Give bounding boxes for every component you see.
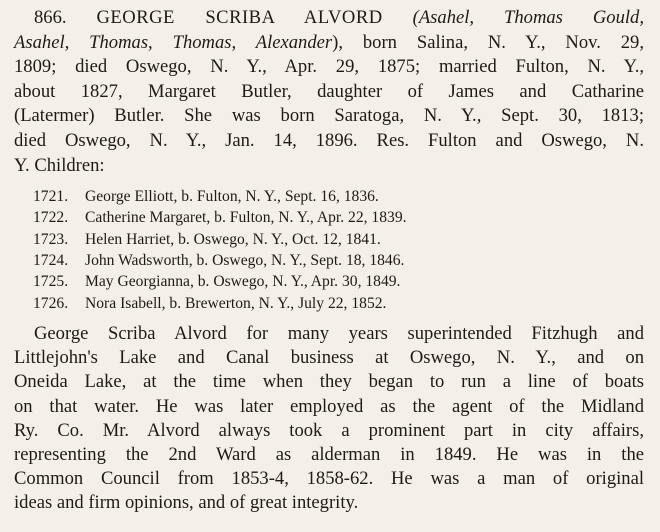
child-text: May Georgianna, b. Oswego, N. Y., Apr. 30, 1849.	[85, 273, 401, 291]
entry-lineage-part-2: Asahel, Thomas, Thomas, Alexander	[14, 31, 333, 53]
entry-name: GEORGE SCRIBA ALVORD	[96, 7, 383, 28]
entry-number: 866.	[34, 7, 67, 28]
entry-line-2	[14, 31, 644, 56]
child-item	[33, 229, 644, 250]
child-number: 1725.	[33, 273, 69, 291]
genealogy-entry	[14, 6, 644, 178]
child-text: John Wadsworth, b. Oswego, N. Y., Sept. 18, 1846.	[85, 252, 405, 270]
biography-line: representing the 2nd Ward as alderman in 1849. He was in the	[14, 443, 644, 465]
biography-line: ideas and firm opinions, and of great integrity.	[14, 492, 359, 514]
entry-line-7: Y. Children:	[14, 154, 105, 176]
biography-line: Common Council from 1853-4, 1858-62. He was a man of original	[14, 468, 644, 490]
child-item	[33, 207, 644, 228]
child-text: Helen Harriet, b. Oswego, N. Y., Oct. 12, 1841.	[85, 230, 381, 248]
biography-paragraph	[14, 322, 644, 516]
child-text: Catherine Margaret, b. Fulton, N. Y., Apr. 22, 1839.	[85, 209, 407, 227]
biography-line: Ry. Co. Mr. Alvord always took a prominent part in city affairs,	[14, 419, 644, 441]
child-item	[33, 271, 644, 292]
child-number: 1723.	[33, 230, 69, 248]
entry-line-6: died Oswego, N. Y., Jan. 14, 1896. Res. Fulton and Oswego, N.	[14, 129, 644, 151]
child-number: 1722.	[33, 209, 69, 227]
entry-line-5: (Latermer) Butler. She was born Saratoga, N. Y., Sept. 30, 1813;	[14, 105, 644, 127]
entry-line-1	[14, 6, 644, 31]
child-text: George Elliott, b. Fulton, N. Y., Sept. 16, 1836.	[85, 188, 379, 206]
biography-line: on that water. He was later employed as the agent of the Midland	[14, 395, 644, 417]
children-list	[33, 186, 644, 314]
entry-line-3: 1809; died Oswego, N. Y., Apr. 29, 1875; married Fulton, N. Y.,	[14, 56, 644, 78]
child-item	[33, 293, 644, 314]
entry-birth: ), born Salina, N. Y., Nov. 29,	[332, 31, 644, 53]
child-number: 1726.	[33, 294, 69, 312]
biography-line: George Scriba Alvord for many years superintended Fitzhugh and	[34, 322, 644, 344]
entry-line-4: about 1827, Margaret Butler, daughter of James and Catharine	[14, 80, 644, 102]
child-text: Nora Isabell, b. Brewerton, N. Y., July 22, 1852.	[85, 294, 387, 312]
child-number: 1721.	[33, 188, 69, 206]
child-number: 1724.	[33, 252, 69, 270]
child-item	[33, 250, 644, 271]
child-item	[33, 186, 644, 207]
biography-line: Littlejohn's Lake and Canal business at Oswego, N. Y., and on	[14, 347, 644, 369]
entry-lineage-part-1: (Asahel, Thomas Gould,	[412, 7, 644, 28]
biography-line: Oneida Lake, at the time when they began to run a line of boats	[14, 371, 644, 393]
